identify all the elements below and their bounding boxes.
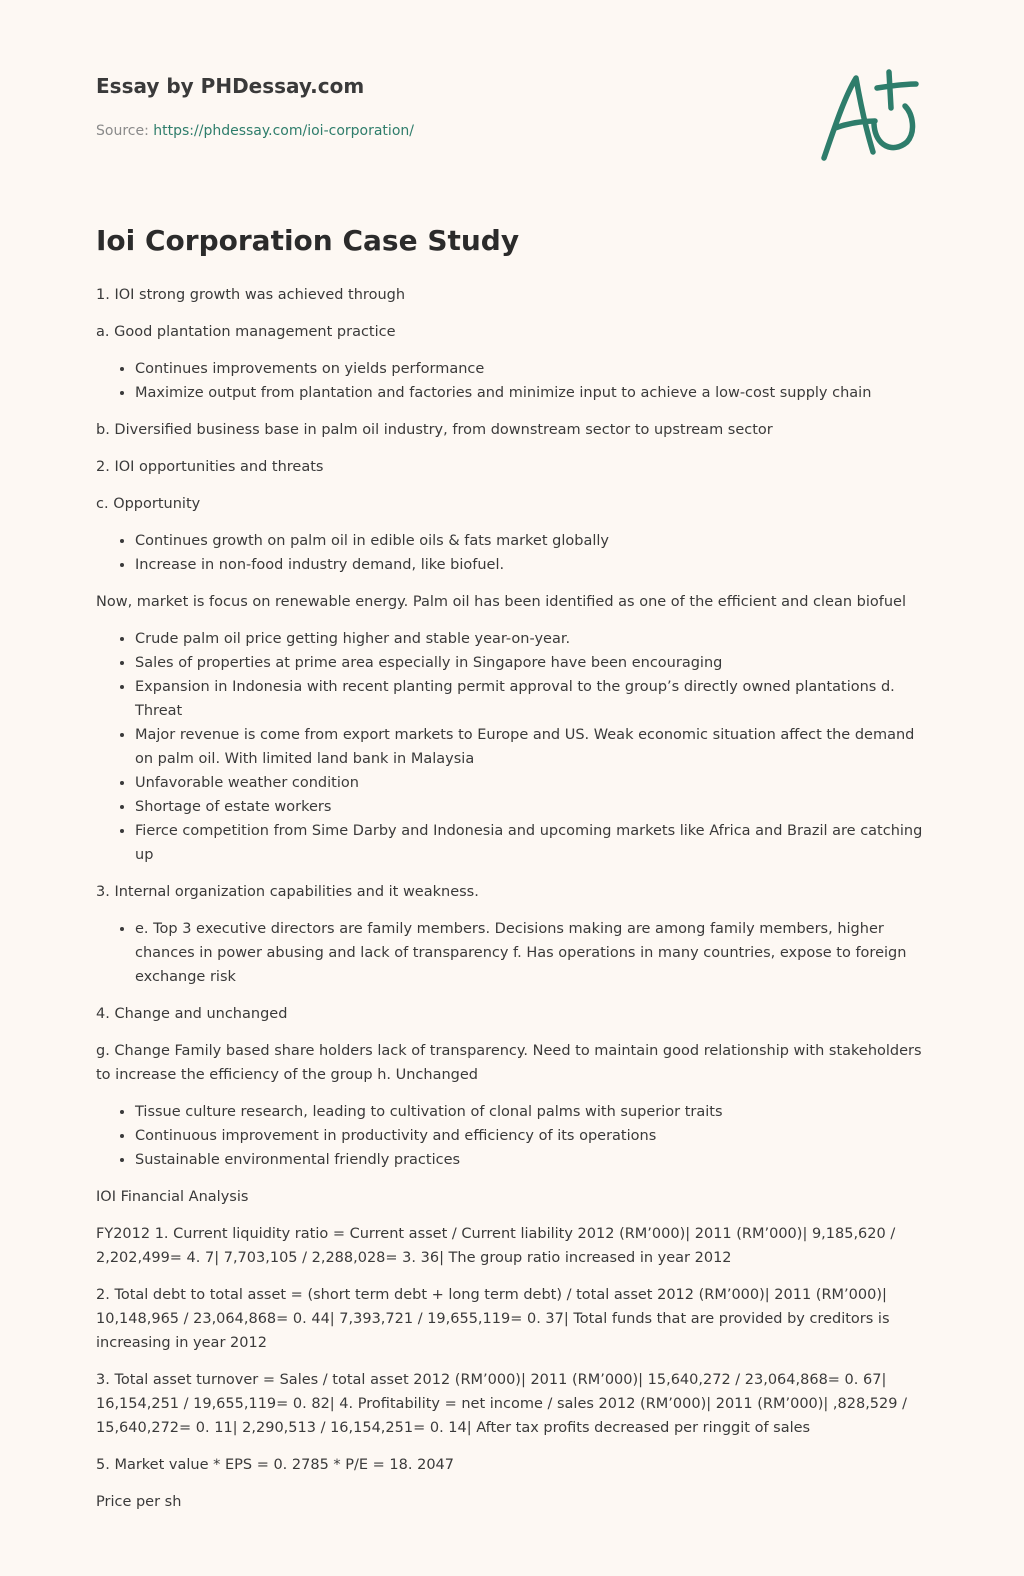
- list-item: • Crude palm oil price getting higher and stable year-on-year.: [135, 627, 928, 651]
- paragraph: IOI Financial Analysis: [96, 1189, 249, 1205]
- list-item: • Expansion in Indonesia with recent planting permit approval to the group’s directly owned plantations d. Threat: [135, 675, 928, 723]
- paragraph: 2. IOI opportunities and threats: [96, 459, 324, 475]
- bullet-list: [96, 627, 928, 867]
- list-item: • Continues growth on palm oil in edible oils & fats market globally: [135, 529, 928, 553]
- list-item: • Continues improvements on yields performance: [135, 357, 928, 381]
- document-body: [96, 283, 928, 1527]
- bullet-list: [96, 529, 928, 577]
- paragraph: 4. Change and unchanged: [96, 1006, 288, 1022]
- list-item: • Major revenue is come from export markets to Europe and US. Weak economic situation affect the demand on palm oil. With limited land bank in Malaysia: [135, 723, 928, 771]
- bullet-list: [96, 917, 928, 989]
- paragraph: g. Change Family based share holders lack of transparency. Need to maintain good relationship with stakeholders to increase the efficiency of the group h. Unchanged: [96, 1043, 922, 1083]
- list-item: • Maximize output from plantation and factories and minimize input to achieve a low-cost supply chain: [135, 381, 928, 405]
- paragraph: 5. Market value * EPS = 0. 2785 * P/E = 18. 2047: [96, 1457, 454, 1473]
- paragraph: 1. IOI strong growth was achieved through: [96, 287, 406, 303]
- paragraph: c. Opportunity: [96, 496, 201, 512]
- bullet-list: [96, 1100, 928, 1172]
- list-item: • Sustainable environmental friendly practices: [135, 1148, 928, 1172]
- paragraph: a. Good plantation management practice: [96, 324, 396, 340]
- list-item: • Continuous improvement in productivity and efficiency of its operations: [135, 1124, 928, 1148]
- list-item: • e. Top 3 executive directors are family members. Decisions making are among family members, higher chances in power abusing and lack of transparency f. Has operations in many countries, expose to foreign exchange risk: [135, 917, 928, 989]
- source-link[interactable]: https://phdessay.com/ioi-corporation/: [153, 123, 414, 139]
- paragraph: Now, market is focus on renewable energy. Palm oil has been identified as one of the efficient and clean biofuel: [96, 594, 906, 610]
- list-item: • Fierce competition from Sime Darby and Indonesia and upcoming markets like Africa and Brazil are catching up: [135, 819, 928, 867]
- document-title: Ioi Corporation Case Study: [96, 224, 520, 257]
- a-plus-logo-icon: [815, 66, 930, 166]
- list-item: • Shortage of estate workers: [135, 795, 928, 819]
- paragraph: 2. Total debt to total asset = (short term debt + long term debt) / total asset 2012 (RM’000)| 2011 (RM’000)| 10,148,965 / 23,064,868= 0. 44| 7,393,721 / 19,655,119= 0. 37| Total funds that are provided by creditors is increasing in year 2012: [96, 1287, 890, 1351]
- paragraph: FY2012 1. Current liquidity ratio = Current asset / Current liability 2012 (RM’000)| 2011 (RM’000)| 9,185,620 / 2,202,499= 4. 7| 7,703,105 / 2,288,028= 3. 36| The group ratio increased in year 2012: [96, 1226, 896, 1266]
- list-item: • Sales of properties at prime area especially in Singapore have been encouraging: [135, 651, 928, 675]
- source-line: [96, 123, 414, 139]
- paragraph: Price per sh: [96, 1494, 182, 1510]
- list-item: • Unfavorable weather condition: [135, 771, 928, 795]
- source-label: Source:: [96, 123, 149, 139]
- list-item: • Increase in non-food industry demand, like biofuel.: [135, 553, 928, 577]
- paragraph: 3. Internal organization capabilities and it weakness.: [96, 884, 479, 900]
- bullet-list: [96, 357, 928, 405]
- site-title: Essay by PHDessay.com: [96, 74, 365, 98]
- paragraph: 3. Total asset turnover = Sales / total asset 2012 (RM’000)| 2011 (RM’000)| 15,640,272 / 23,064,868= 0. 67| 16,154,251 / 19,655,119= 0. 82| 4. Profitability = net income / sales 2012 (RM’000)| 2011 (RM’000)| ,828,529 / 15,640,272= 0. 11| 2,290,513 / 16,154,251= 0. 14| After tax profits decreased per ringgit of sales: [96, 1372, 907, 1436]
- paragraph: b. Diversified business base in palm oil industry, from downstream sector to upstream sector: [96, 422, 773, 438]
- list-item: • Tissue culture research, leading to cultivation of clonal palms with superior traits: [135, 1100, 928, 1124]
